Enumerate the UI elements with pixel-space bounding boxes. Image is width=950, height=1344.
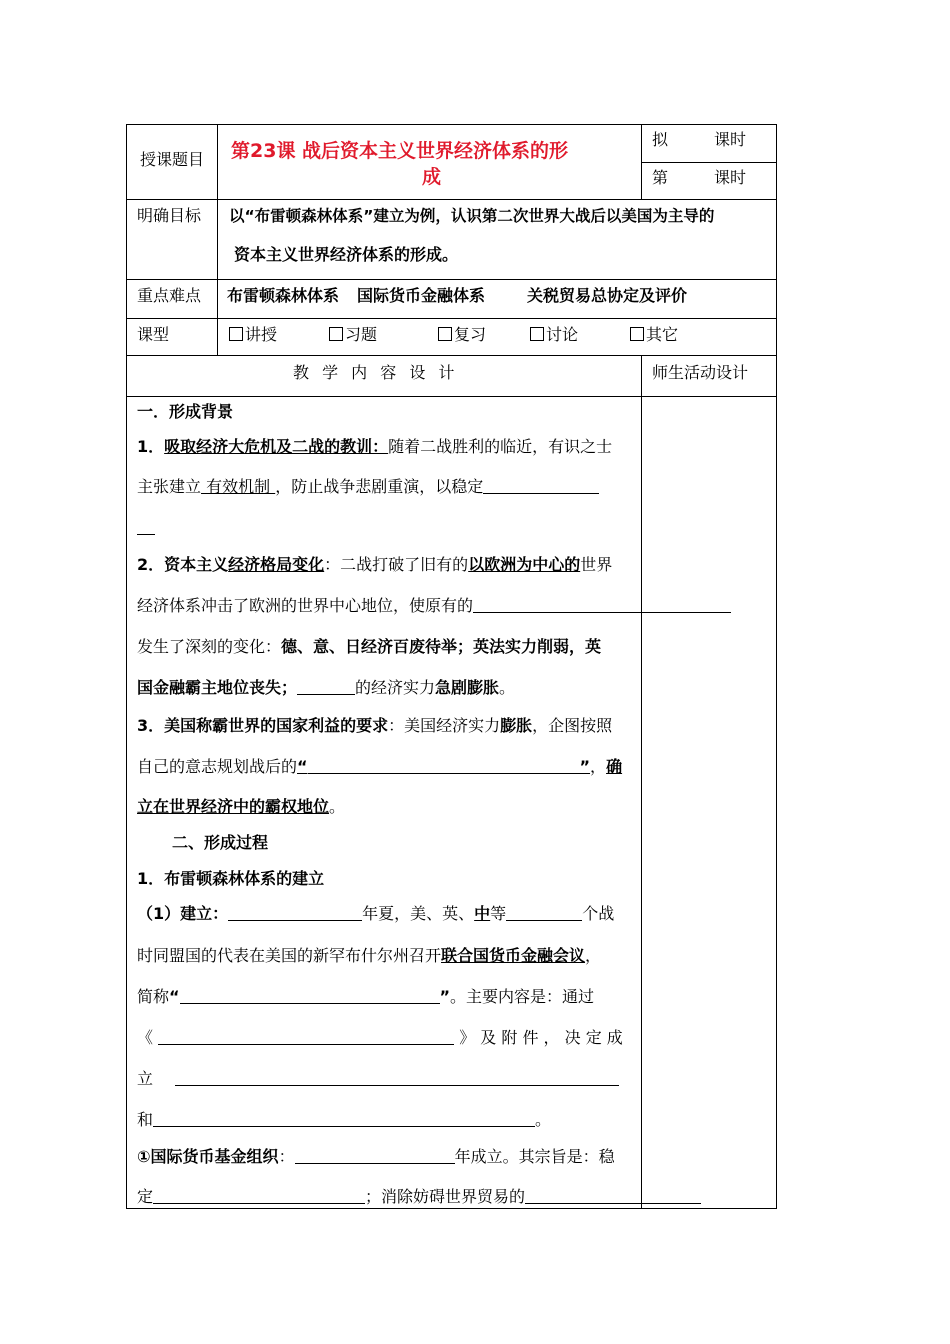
fill-blank[interactable] bbox=[153, 1110, 535, 1127]
fill-blank[interactable] bbox=[180, 987, 440, 1004]
para-4-line-8: 定 ；消除妨碍世界贸易的 bbox=[137, 1187, 701, 1207]
fill-blank[interactable] bbox=[525, 1187, 701, 1204]
goal-line2: 资本主义世界经济体系的形成。 bbox=[234, 245, 459, 264]
key-points-label: 重点难点 bbox=[137, 286, 202, 305]
table-top-border bbox=[126, 124, 777, 125]
section-1-heading: 一．形成背景 bbox=[137, 402, 234, 421]
lesson-number: 第 课时 bbox=[652, 168, 747, 187]
table-left-border bbox=[126, 124, 127, 1209]
checkbox-icon[interactable] bbox=[630, 327, 644, 341]
subsection-bretton-woods: 1．布雷顿森林体系的建立 bbox=[137, 869, 325, 888]
fill-blank[interactable] bbox=[295, 1147, 455, 1164]
checkbox-icon[interactable] bbox=[329, 327, 343, 341]
design-header: 教 学 内 容 设 计 bbox=[293, 363, 459, 382]
row-divider bbox=[126, 318, 777, 319]
section-2-heading: 二、形成过程 bbox=[172, 833, 269, 852]
fill-blank[interactable] bbox=[483, 477, 599, 494]
para-3-line-3: 立在世界经济中的霸权地位。 bbox=[137, 797, 346, 816]
fill-blank[interactable] bbox=[297, 678, 355, 695]
goal-label: 明确目标 bbox=[137, 206, 202, 225]
para-4-line-2: 时同盟国的代表在美国的新罕布什尔州召开联合国货币金融会议， bbox=[137, 946, 602, 965]
fill-blank[interactable] bbox=[473, 596, 731, 613]
activity-column-divider bbox=[641, 355, 642, 1209]
type-option-exercise[interactable]: 习题 bbox=[329, 325, 377, 345]
row-divider bbox=[126, 355, 777, 356]
fill-blank[interactable] bbox=[506, 904, 582, 921]
planned-hours: 拟 课时 bbox=[652, 130, 747, 149]
label-column-divider bbox=[217, 124, 218, 356]
para-4-line-3: 简称“ ”。主要内容是：通过 bbox=[137, 987, 595, 1006]
para-1-line-1: 1．吸取经济大危机及二战的教训：随着二战胜利的临近，有识之士 bbox=[137, 437, 613, 456]
fill-blank[interactable] bbox=[228, 904, 362, 921]
fill-blank[interactable] bbox=[137, 518, 155, 535]
para-2-line-4: 国金融霸主地位丧失； 的经济实力急剧膨胀。 bbox=[137, 678, 516, 697]
para-3-line-2: 自己的意志规划战后的“ ”，确 bbox=[137, 757, 623, 776]
type-option-other[interactable]: 其它 bbox=[630, 325, 678, 345]
hours-column-divider bbox=[641, 124, 642, 200]
checkbox-icon[interactable] bbox=[530, 327, 544, 341]
lesson-title-line2: 成 bbox=[422, 166, 442, 188]
para-4-line-1: （1）建立： 年夏，美、英、中等 个战 bbox=[137, 904, 615, 923]
table-bottom-border bbox=[126, 1208, 777, 1209]
goal-line1: 以“布雷顿森林体系”建立为例，认识第二次世界大战后以美国为主导的 bbox=[229, 207, 715, 225]
para-3-line-1: 3．美国称霸世界的国家利益的要求：美国经济实力膨胀，企图按照 bbox=[137, 716, 613, 735]
row-divider bbox=[641, 162, 777, 163]
checkbox-icon[interactable] bbox=[438, 327, 452, 341]
table-right-border bbox=[776, 124, 777, 1209]
activity-header: 师生活动设计 bbox=[652, 363, 749, 382]
type-option-lecture[interactable]: 讲授 bbox=[229, 325, 277, 345]
type-option-discussion[interactable]: 讨论 bbox=[530, 325, 578, 345]
para-2-line-3: 发生了深刻的变化：德、意、日经济百废待举；英法实力削弱，英 bbox=[137, 637, 602, 656]
row-divider bbox=[126, 279, 777, 280]
fill-blank[interactable] bbox=[158, 1028, 454, 1045]
para-4-line-7: ①国际货币基金组织： 年成立。其宗旨是：稳 bbox=[137, 1147, 615, 1166]
para-1-line-3 bbox=[137, 518, 155, 538]
type-option-review[interactable]: 复习 bbox=[438, 325, 486, 345]
fill-blank[interactable] bbox=[308, 757, 580, 774]
fill-blank[interactable] bbox=[153, 1187, 365, 1204]
fill-blank[interactable] bbox=[175, 1069, 619, 1086]
topic-label: 授课题目 bbox=[140, 150, 205, 169]
para-4-line-6: 和 。 bbox=[137, 1110, 552, 1129]
row-divider bbox=[126, 199, 777, 200]
lesson-title-line1: 第23课 战后资本主义世界经济体系的形 bbox=[231, 140, 569, 162]
para-2-line-2: 经济体系冲击了欧洲的世界中心地位，使原有的 bbox=[137, 596, 731, 616]
para-4-line-4: 《 》 及 附 件 ， 决 定 成 bbox=[137, 1028, 623, 1047]
checkbox-icon[interactable] bbox=[229, 327, 243, 341]
para-1-line-2: 主张建立 有效机制 ，防止战争悲剧重演，以稳定 bbox=[137, 477, 599, 497]
lesson-type-label: 课型 bbox=[137, 325, 170, 344]
para-2-line-1: 2．资本主义经济格局变化：二战打破了旧有的以欧洲为中心的世界 bbox=[137, 555, 613, 574]
para-4-line-5: 立 bbox=[137, 1069, 619, 1089]
key-points-content: 布雷顿森林体系 国际货币金融体系 关税贸易总协定及评价 bbox=[227, 286, 688, 305]
row-divider bbox=[126, 396, 777, 397]
